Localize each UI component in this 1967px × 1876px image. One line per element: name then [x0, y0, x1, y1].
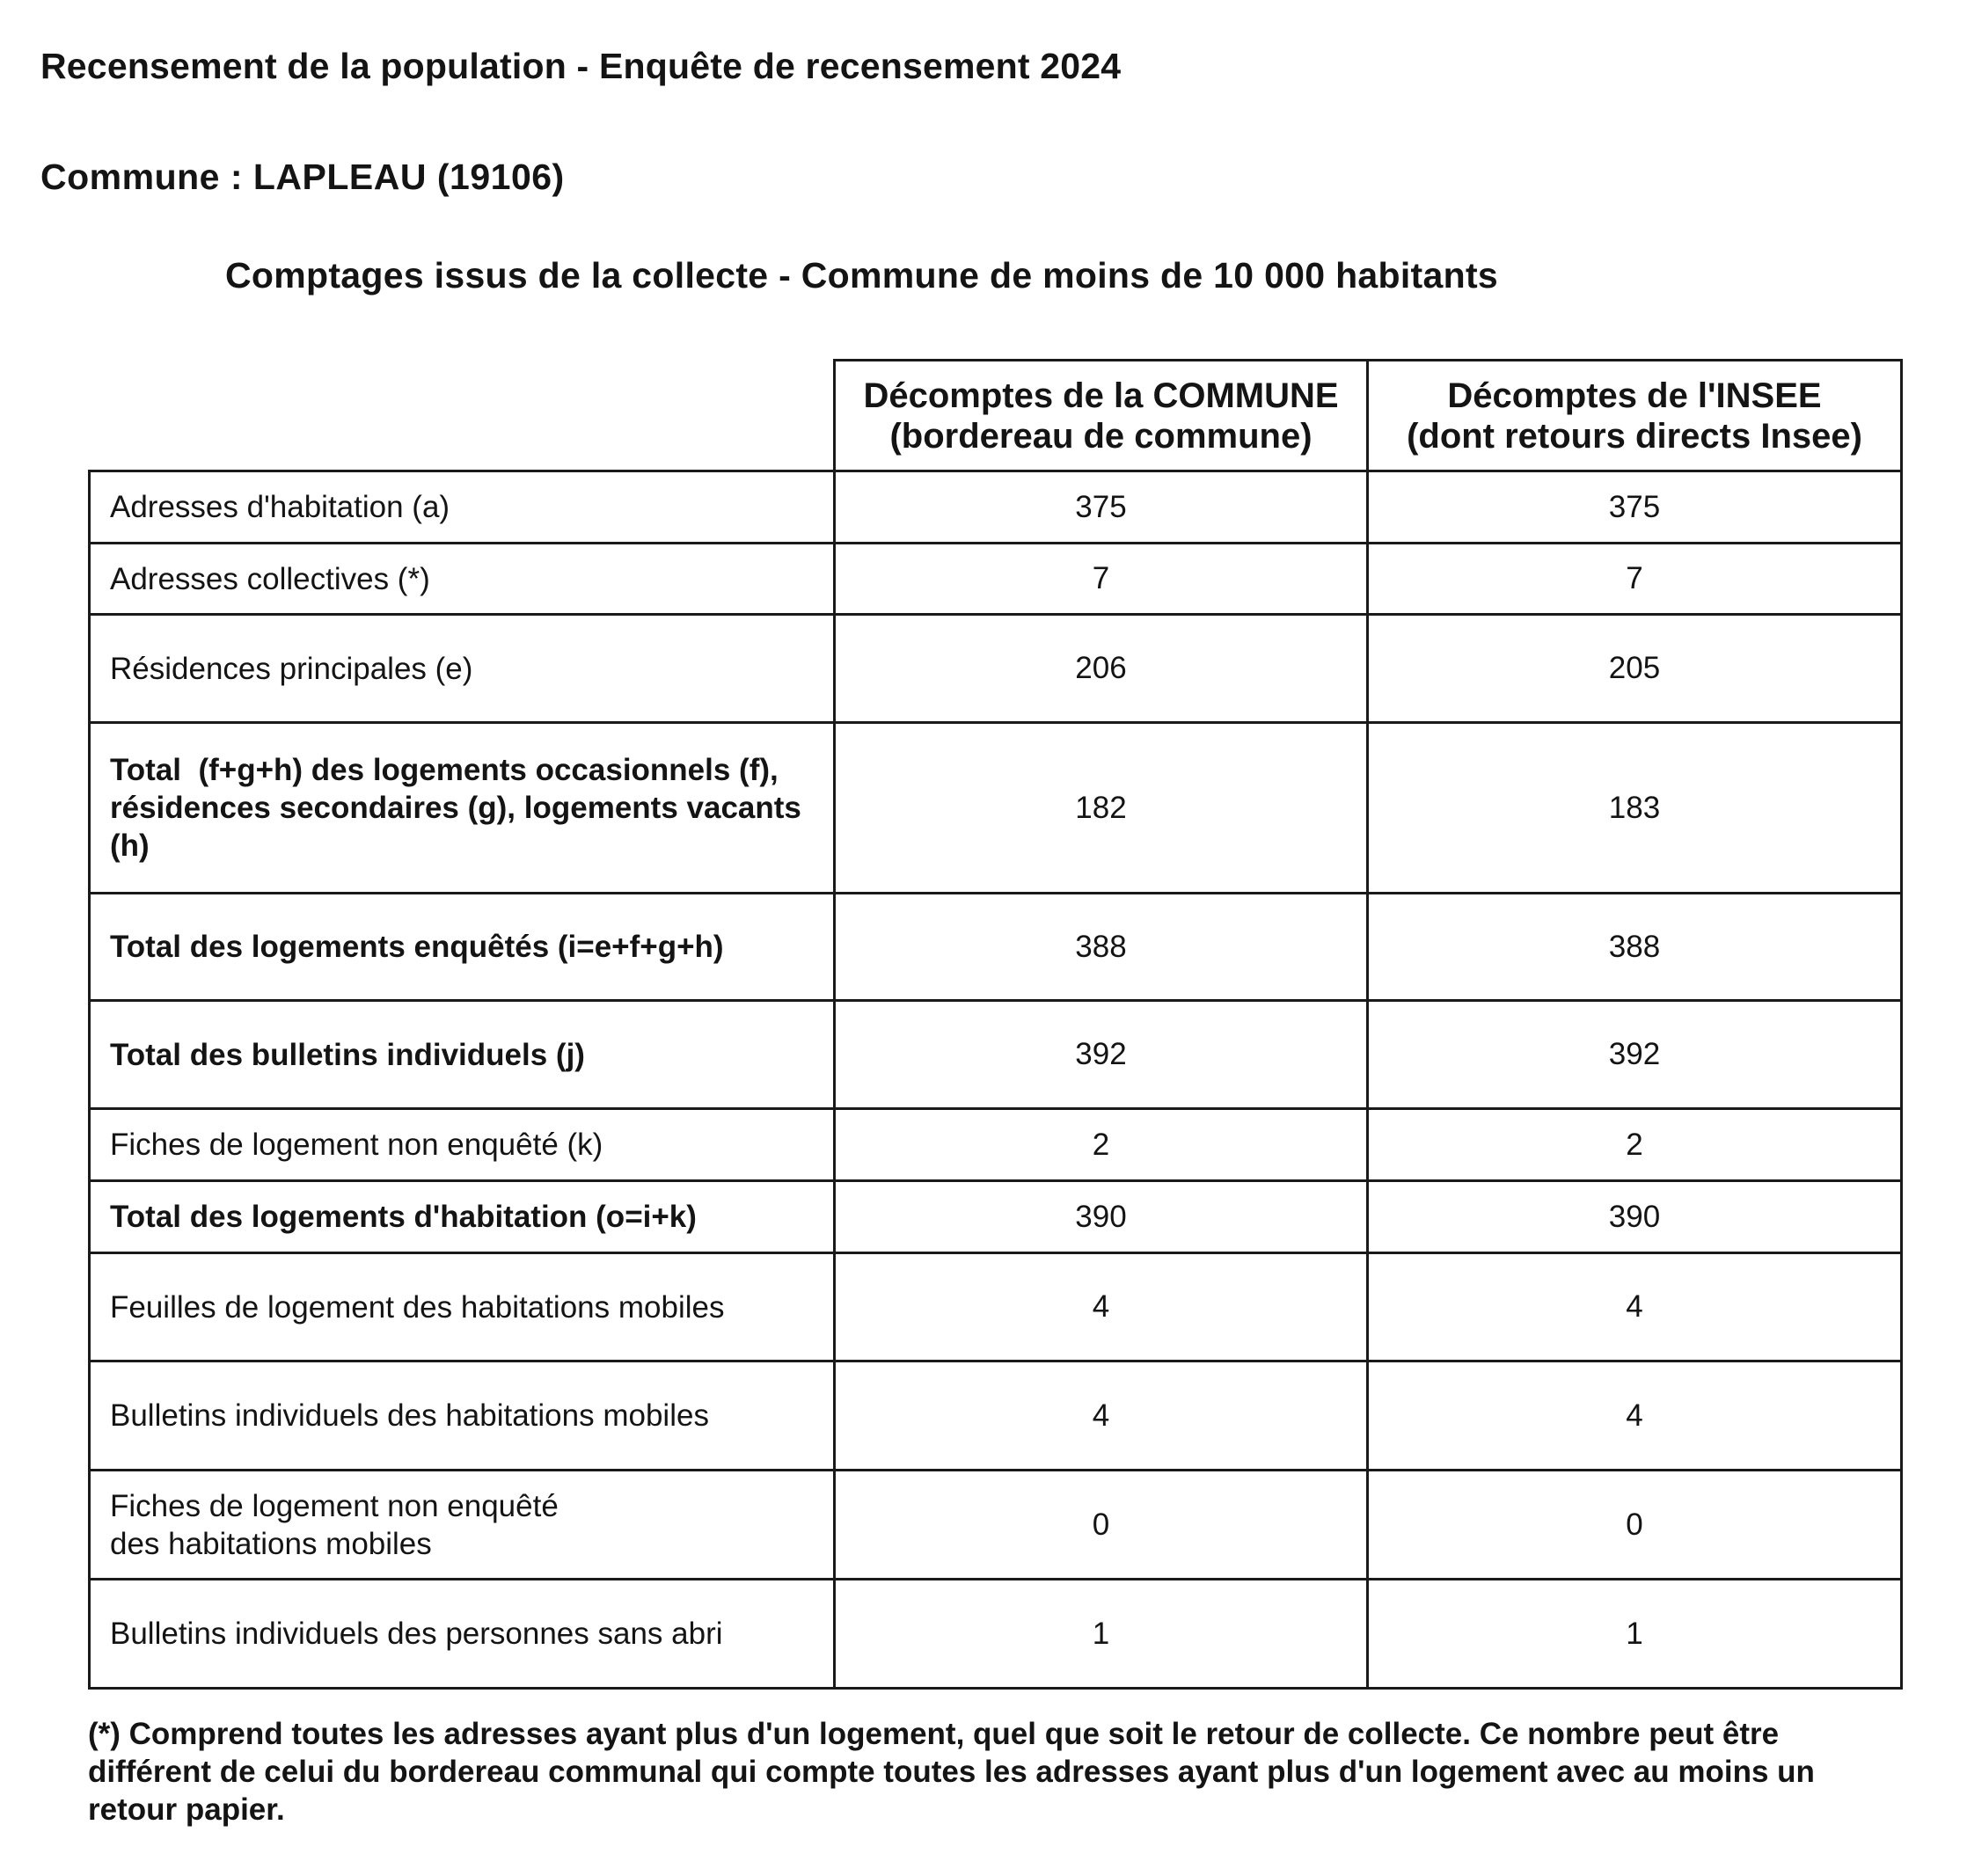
row-label: Bulletins individuels des habitations mobiles: [90, 1361, 835, 1471]
column-header-insee-line2: (dont retours directs Insee): [1407, 416, 1862, 456]
row-label-line: Total (f+g+h) des logements occasionnels (f),: [110, 753, 779, 787]
row-label-line: résidences secondaires (g), logements vacants: [110, 791, 801, 825]
column-header-insee-line1: Décomptes de l'INSEE: [1447, 376, 1822, 415]
commune-value: 206: [835, 615, 1368, 723]
insee-value: 390: [1368, 1181, 1902, 1253]
insee-value: 4: [1368, 1253, 1902, 1361]
row-label: Feuilles de logement des habitations mobiles: [90, 1253, 835, 1361]
row-total-fgh: [90, 723, 1902, 894]
column-header-insee: [1368, 361, 1902, 471]
header-blank-cell: [90, 361, 835, 471]
commune-value: 182: [835, 723, 1368, 894]
row-total-logements-habitation: [90, 1181, 1902, 1253]
commune-name: Commune : LAPLEAU (19106): [40, 157, 565, 197]
insee-value: 2: [1368, 1109, 1902, 1181]
commune-value: 7: [835, 544, 1368, 615]
row-label: Bulletins individuels des personnes sans abri: [90, 1580, 835, 1689]
table-title: Comptages issus de la collecte - Commune de moins de 10 000 habitants: [225, 255, 1499, 296]
row-total-bulletins-individuels: [90, 1001, 1902, 1109]
row-label: Adresses collectives (*): [90, 544, 835, 615]
insee-value: 183: [1368, 723, 1902, 894]
row-label: Fiches de logement non enquêté (k): [90, 1109, 835, 1181]
document-title: Recensement de la population - Enquête de recensement 2024: [40, 46, 1122, 86]
row-fiches-habitations-mobiles: [90, 1471, 1902, 1580]
commune-value: 4: [835, 1253, 1368, 1361]
commune-value: 4: [835, 1361, 1368, 1471]
footnote: [88, 1715, 1918, 1829]
footnote-line: différent de celui du bordereau communal qui compte toutes les adresses ayant plus d'un logement avec au moins un: [88, 1755, 1815, 1789]
row-feuilles-habitations-mobiles: [90, 1253, 1902, 1361]
header-row: [90, 361, 1902, 471]
column-header-commune-line1: Décomptes de la COMMUNE: [863, 376, 1339, 415]
row-adresses-collectives: [90, 544, 1902, 615]
commune-value: 392: [835, 1001, 1368, 1109]
row-adresses-habitation: [90, 471, 1902, 544]
row-bulletins-habitations-mobiles: [90, 1361, 1902, 1471]
row-label: Adresses d'habitation (a): [90, 471, 835, 544]
insee-value: 7: [1368, 544, 1902, 615]
row-fiches-non-enquete: [90, 1109, 1902, 1181]
column-header-commune: [835, 361, 1368, 471]
row-label-line: (h): [110, 829, 150, 863]
insee-value: 4: [1368, 1361, 1902, 1471]
insee-value: 0: [1368, 1471, 1902, 1580]
insee-value: 388: [1368, 894, 1902, 1001]
row-residences-principales: [90, 615, 1902, 723]
row-label: [90, 1471, 835, 1580]
row-label: [90, 723, 835, 894]
row-label: Résidences principales (e): [90, 615, 835, 723]
commune-value: 390: [835, 1181, 1368, 1253]
row-label-line: des habitations mobiles: [110, 1526, 432, 1561]
row-label: Total des bulletins individuels (j): [90, 1001, 835, 1109]
row-label: Total des logements d'habitation (o=i+k): [90, 1181, 835, 1253]
commune-value: 375: [835, 471, 1368, 544]
insee-value: 375: [1368, 471, 1902, 544]
insee-value: 1: [1368, 1580, 1902, 1689]
commune-value: 2: [835, 1109, 1368, 1181]
row-label: Total des logements enquêtés (i=e+f+g+h): [90, 894, 835, 1001]
footnote-line: (*) Comprend toutes les adresses ayant plus d'un logement, quel que soit le retour de collecte. Ce nombre peut être: [88, 1717, 1780, 1751]
footnote-line: retour papier.: [88, 1792, 285, 1827]
insee-value: 205: [1368, 615, 1902, 723]
row-total-logements-enquetes: [90, 894, 1902, 1001]
commune-value: 0: [835, 1471, 1368, 1580]
commune-value: 1: [835, 1580, 1368, 1689]
column-header-commune-line2: (bordereau de commune): [889, 416, 1313, 456]
insee-value: 392: [1368, 1001, 1902, 1109]
commune-value: 388: [835, 894, 1368, 1001]
counts-table: [88, 359, 1903, 1690]
row-sans-abri: [90, 1580, 1902, 1689]
row-label-line: Fiches de logement non enquêté: [110, 1488, 559, 1523]
